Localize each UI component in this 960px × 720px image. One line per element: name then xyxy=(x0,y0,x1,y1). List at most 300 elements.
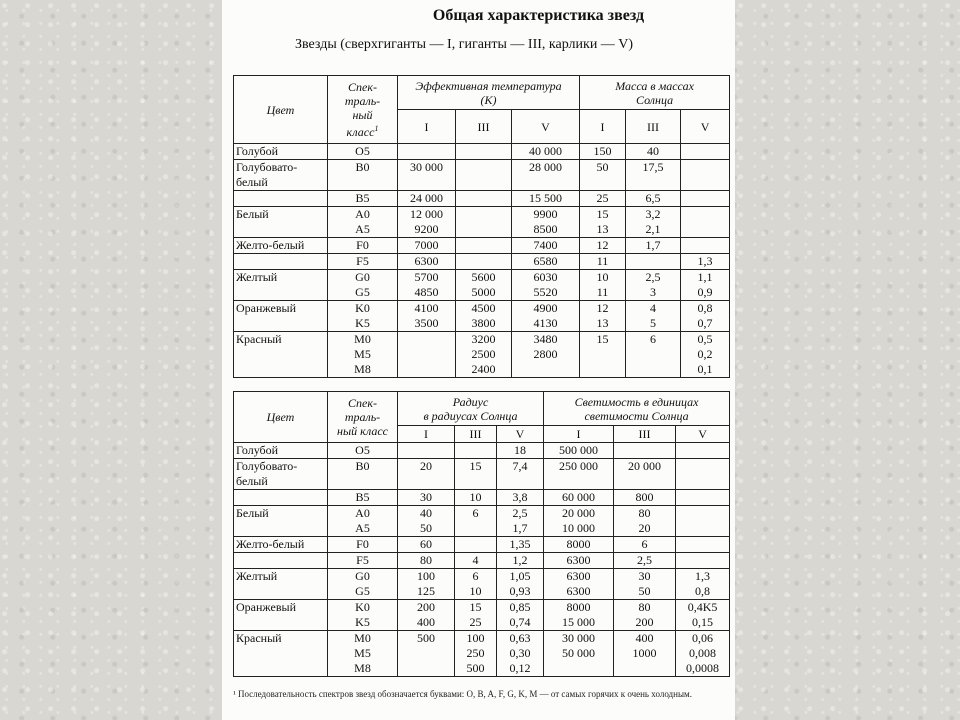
value: 4500 xyxy=(471,301,496,315)
value xyxy=(683,222,727,237)
value xyxy=(457,521,494,536)
value-cell-mIII xyxy=(626,207,681,238)
subheader-radius-v: V xyxy=(497,426,544,443)
value-cell-rI xyxy=(398,459,455,490)
value: 11 xyxy=(596,285,609,299)
color-cell: Голубовато-белый xyxy=(234,459,328,490)
value xyxy=(514,362,577,377)
value-cell-mI xyxy=(580,270,626,301)
value-cell-mV xyxy=(681,332,730,378)
value: 5 xyxy=(650,316,657,330)
value-cell-lIII xyxy=(614,490,676,506)
value: 40 xyxy=(647,144,660,158)
value-cell-tV xyxy=(512,254,580,270)
value-cell-lI xyxy=(544,537,614,553)
value-cell-mIII xyxy=(626,332,681,378)
value: 15 xyxy=(596,207,609,221)
subheader-lum-iii: III xyxy=(614,426,676,443)
temperature-mass-row xyxy=(234,191,730,207)
value-cell-lV xyxy=(676,537,730,553)
value-cell-mI xyxy=(580,207,626,238)
spectral-class: A0 xyxy=(355,207,370,221)
value-cell-tIII xyxy=(456,270,512,301)
value: 50 xyxy=(420,521,432,535)
spectral-class: O5 xyxy=(355,443,370,457)
temperature-mass-row xyxy=(234,238,730,254)
value: 5700 xyxy=(414,270,439,284)
value-cell-rIII xyxy=(455,506,497,537)
value: 6580 xyxy=(533,254,558,268)
value: 50 xyxy=(596,160,609,174)
subheader-radius-iii: III xyxy=(455,426,497,443)
value-cell-lV xyxy=(676,600,730,631)
value-cell-rI xyxy=(398,631,455,677)
spectral-class: F5 xyxy=(356,553,369,567)
value: 250 xyxy=(466,646,485,660)
value: 2500 xyxy=(471,347,496,361)
value: 1,7 xyxy=(645,238,661,252)
value: 400 xyxy=(635,631,654,645)
value-cell-tIII xyxy=(456,238,512,254)
value: 7400 xyxy=(533,238,558,252)
value: 4 xyxy=(472,553,479,567)
value: 20 xyxy=(420,459,432,473)
value: 3500 xyxy=(414,316,439,330)
radius-luminosity-row xyxy=(234,553,730,569)
subheader-mass-iii: III xyxy=(626,110,681,144)
spectral-class: O5 xyxy=(355,144,370,158)
value: 1,05 xyxy=(509,569,531,583)
value-cell-rI xyxy=(398,490,455,506)
value-cell-lI xyxy=(544,569,614,600)
value-cell-tIII xyxy=(456,144,512,160)
value xyxy=(678,443,727,458)
value-cell-rV xyxy=(497,553,544,569)
value: 500 000 xyxy=(559,443,599,457)
spectral-class: G5 xyxy=(355,584,370,598)
value: 200 xyxy=(417,600,435,614)
value: 0,15 xyxy=(692,615,714,629)
value: 15 xyxy=(469,600,482,614)
radius-luminosity-row xyxy=(234,506,730,537)
subheader-temp-iii: III xyxy=(456,110,512,144)
value: 0,74 xyxy=(509,615,531,629)
page-title: Общая характеристика звезд xyxy=(432,7,645,24)
value: 6300 xyxy=(566,569,591,583)
subheader-lum-i: I xyxy=(544,426,614,443)
value-cell-tIII xyxy=(456,301,512,332)
value-cell-rIII xyxy=(455,600,497,631)
value-cell-mI xyxy=(580,238,626,254)
radius-luminosity-row xyxy=(234,490,730,506)
color-cell: Белый xyxy=(234,207,328,238)
value-cell-rV xyxy=(497,631,544,677)
spectral-class: M5 xyxy=(354,347,371,361)
value: 0,008 xyxy=(689,646,717,660)
value xyxy=(582,347,623,362)
value xyxy=(628,254,678,269)
value xyxy=(457,537,494,552)
spectral-class: M8 xyxy=(354,362,371,376)
value: 20 000 xyxy=(628,459,662,473)
value-cell-mV xyxy=(681,301,730,332)
value-cell-lV xyxy=(676,506,730,537)
value: 25 xyxy=(469,615,482,629)
header-mass: Масса в массах Солнца xyxy=(580,76,730,110)
subheader-mass-v: V xyxy=(681,110,730,144)
value: 5520 xyxy=(533,285,558,299)
header-effective-temperature: Эффективная температура (K) xyxy=(398,76,580,110)
temperature-mass-table-body xyxy=(234,144,730,378)
value-cell-lV xyxy=(676,553,730,569)
value: 7000 xyxy=(414,238,439,252)
value: 3,8 xyxy=(512,490,528,504)
value: 4100 xyxy=(414,301,439,315)
value: 12 xyxy=(596,238,609,252)
value-cell-lIII xyxy=(614,443,676,459)
subheader-radius-i: I xyxy=(398,426,455,443)
value-cell-rV xyxy=(497,490,544,506)
value-cell-lIII xyxy=(614,553,676,569)
value: 0,9 xyxy=(697,285,713,299)
value: 1000 xyxy=(632,646,657,660)
value: 0,30 xyxy=(509,646,531,660)
value: 9900 xyxy=(533,207,558,221)
value: 0,0008 xyxy=(686,661,720,675)
spectral-class: K0 xyxy=(355,301,370,315)
spectral-class-cell xyxy=(328,490,398,506)
value-cell-tI xyxy=(398,238,456,254)
spectral-class-cell xyxy=(328,459,398,490)
radius-luminosity-row xyxy=(234,569,730,600)
value: 2,5 xyxy=(512,506,528,520)
value: 2800 xyxy=(533,347,558,361)
value: 1,7 xyxy=(512,521,528,535)
header-color: Цвет xyxy=(234,76,328,144)
value-cell-lV xyxy=(676,459,730,490)
spectral-class-cell xyxy=(328,332,398,378)
value-cell-rI xyxy=(398,537,455,553)
color-cell: Голубой xyxy=(234,144,328,160)
value: 5600 xyxy=(471,270,496,284)
spectral-class: M8 xyxy=(354,661,371,675)
header-color: Цвет xyxy=(234,392,328,443)
value-cell-tI xyxy=(398,254,456,270)
spectral-class-cell xyxy=(328,569,398,600)
value: 150 xyxy=(593,144,612,158)
value xyxy=(683,144,727,159)
value: 20 xyxy=(638,521,651,535)
value xyxy=(400,332,453,347)
value-cell-mV xyxy=(681,238,730,254)
value-cell-tV xyxy=(512,270,580,301)
value: 4900 xyxy=(533,301,558,315)
value: 11 xyxy=(596,254,609,268)
value xyxy=(628,347,678,362)
value: 1,2 xyxy=(512,553,528,567)
spectral-class-cell xyxy=(328,270,398,301)
value-cell-tI xyxy=(398,160,456,191)
value: 40 xyxy=(420,506,432,520)
value-cell-mIII xyxy=(626,238,681,254)
value-cell-rV xyxy=(497,443,544,459)
value-cell-lV xyxy=(676,569,730,600)
value: 0,2 xyxy=(697,347,713,361)
value: 40 000 xyxy=(529,144,563,158)
spectral-class-cell xyxy=(328,553,398,569)
spectral-class: G0 xyxy=(355,270,370,284)
spectral-class-cell xyxy=(328,160,398,191)
value xyxy=(628,362,678,377)
value-cell-rV xyxy=(497,506,544,537)
color-cell: Желто-белый xyxy=(234,537,328,553)
value xyxy=(683,191,727,206)
value-cell-tV xyxy=(512,144,580,160)
spectral-class-cell xyxy=(328,443,398,459)
spectral-class-cell xyxy=(328,191,398,207)
value xyxy=(458,222,509,237)
value: 6 xyxy=(472,506,479,520)
value-cell-mV xyxy=(681,207,730,238)
value-cell-mI xyxy=(580,332,626,378)
value xyxy=(582,362,623,377)
value xyxy=(400,661,452,676)
radius-luminosity-table xyxy=(233,391,730,677)
value: 7,4 xyxy=(512,459,528,473)
value-cell-mI xyxy=(580,160,626,191)
color-cell: Оранжевый xyxy=(234,301,328,332)
value xyxy=(683,238,727,253)
value-cell-lV xyxy=(676,631,730,677)
spectral-class: A5 xyxy=(355,222,370,236)
value-cell-lIII xyxy=(614,600,676,631)
color-cell: Желтый xyxy=(234,569,328,600)
value xyxy=(400,144,453,159)
value: 10 000 xyxy=(562,521,596,535)
value: 4 xyxy=(650,301,657,315)
value: 0,06 xyxy=(692,631,714,645)
value-cell-lI xyxy=(544,553,614,569)
value: 30 xyxy=(420,490,432,504)
spectral-class: F0 xyxy=(356,238,369,252)
value: 500 xyxy=(417,631,435,645)
spectral-class-cell xyxy=(328,207,398,238)
value xyxy=(678,490,727,505)
temperature-mass-row xyxy=(234,254,730,270)
document-page xyxy=(222,0,735,720)
value-cell-tV xyxy=(512,238,580,254)
value: 1,35 xyxy=(509,537,531,551)
value: 60 xyxy=(420,537,432,551)
value: 0,1 xyxy=(697,362,713,376)
value-cell-mV xyxy=(681,254,730,270)
value: 20 000 xyxy=(562,506,596,520)
value: 6300 xyxy=(566,553,591,567)
value: 2,5 xyxy=(637,553,653,567)
value-cell-tV xyxy=(512,332,580,378)
temperature-mass-row xyxy=(234,270,730,301)
value-cell-tIII xyxy=(456,254,512,270)
value: 80 xyxy=(638,506,651,520)
value: 800 xyxy=(635,490,654,504)
color-cell: Оранжевый xyxy=(234,600,328,631)
value-cell-rIII xyxy=(455,537,497,553)
color-cell: Голубовато-белый xyxy=(234,160,328,191)
value: 3800 xyxy=(471,316,496,330)
value: 25 xyxy=(596,191,609,205)
value-cell-rV xyxy=(497,537,544,553)
value xyxy=(678,459,727,474)
value: 15 500 xyxy=(529,191,563,205)
value-cell-lI xyxy=(544,443,614,459)
spectral-class: F0 xyxy=(356,537,369,551)
temperature-mass-row xyxy=(234,301,730,332)
spectral-class: A5 xyxy=(355,521,370,535)
subheader-temp-i: I xyxy=(398,110,456,144)
value-cell-mV xyxy=(681,160,730,191)
spectral-class: G5 xyxy=(355,285,370,299)
value xyxy=(678,506,727,521)
value-cell-mIII xyxy=(626,144,681,160)
color-cell: Желто-белый xyxy=(234,238,328,254)
radius-luminosity-table-body xyxy=(234,443,730,677)
value-cell-lV xyxy=(676,490,730,506)
value: 0,93 xyxy=(509,584,531,598)
value xyxy=(678,553,727,568)
radius-luminosity-row xyxy=(234,443,730,459)
spectral-class: K5 xyxy=(355,615,370,629)
value-cell-mV xyxy=(681,270,730,301)
value-cell-rIII xyxy=(455,631,497,677)
spectral-class: M0 xyxy=(354,631,371,645)
value: 6300 xyxy=(566,584,591,598)
spectral-class-cell xyxy=(328,254,398,270)
value-cell-lI xyxy=(544,490,614,506)
value: 100 xyxy=(466,631,485,645)
value-cell-tIII xyxy=(456,207,512,238)
color-cell xyxy=(234,490,328,506)
value-cell-rI xyxy=(398,443,455,459)
value xyxy=(678,521,727,536)
value: 6300 xyxy=(414,254,439,268)
value-cell-tV xyxy=(512,207,580,238)
value: 18 xyxy=(514,443,527,457)
value: 50 000 xyxy=(562,646,596,660)
value-cell-tI xyxy=(398,301,456,332)
value: 2,1 xyxy=(645,222,661,236)
value: 8000 xyxy=(566,537,591,551)
value-cell-tI xyxy=(398,144,456,160)
value xyxy=(683,160,727,175)
value-cell-mIII xyxy=(626,191,681,207)
footnote: ¹ Последовательность спектров звезд обозначается буквами: O, B, A, F, G, K, M — от самых горячих к очень холодным. xyxy=(233,689,692,699)
value-cell-mV xyxy=(681,191,730,207)
value-cell-lV xyxy=(676,443,730,459)
value: 30 xyxy=(638,569,651,583)
color-cell: Красный xyxy=(234,332,328,378)
radius-luminosity-row xyxy=(234,537,730,553)
value-cell-rIII xyxy=(455,443,497,459)
value: 6 xyxy=(641,537,648,551)
color-cell: Желтый xyxy=(234,270,328,301)
value: 0,8 xyxy=(695,584,711,598)
value xyxy=(457,443,494,458)
value: 28 000 xyxy=(529,160,563,174)
value xyxy=(546,661,611,676)
value: 500 xyxy=(466,661,485,675)
value: 12 000 xyxy=(410,207,443,221)
value-cell-rIII xyxy=(455,459,497,490)
header-spectral-class: Спек- траль- ный класс xyxy=(328,392,398,443)
value-cell-lIII xyxy=(614,537,676,553)
value: 12 xyxy=(596,301,609,315)
value-cell-mI xyxy=(580,254,626,270)
spectral-class-cell xyxy=(328,506,398,537)
value: 6,5 xyxy=(645,191,661,205)
temperature-mass-row xyxy=(234,144,730,160)
value xyxy=(683,207,727,222)
value: 2,5 xyxy=(645,270,661,284)
value: 0,5 xyxy=(697,332,713,346)
temperature-mass-row xyxy=(234,207,730,238)
value: 250 000 xyxy=(559,459,599,473)
value xyxy=(616,443,673,458)
value: 30 000 xyxy=(562,631,596,645)
value: 13 xyxy=(596,222,609,236)
value-cell-lI xyxy=(544,506,614,537)
header-radius: Радиус в радиусах Солнца xyxy=(398,392,544,426)
value: 15 xyxy=(596,332,609,346)
value: 30 000 xyxy=(410,160,443,174)
value: 8000 xyxy=(566,600,591,614)
value xyxy=(458,144,509,159)
color-cell xyxy=(234,191,328,207)
value-cell-tI xyxy=(398,191,456,207)
value-cell-rIII xyxy=(455,569,497,600)
value-cell-rI xyxy=(398,506,455,537)
subheader-lum-v: V xyxy=(676,426,730,443)
temperature-mass-table xyxy=(233,75,730,378)
value-cell-tV xyxy=(512,160,580,191)
value: 6 xyxy=(650,332,657,346)
value xyxy=(458,191,509,206)
value: 9200 xyxy=(414,222,439,236)
value-cell-tIII xyxy=(456,191,512,207)
value-cell-tV xyxy=(512,301,580,332)
value: 10 xyxy=(596,270,609,284)
value-cell-mV xyxy=(681,144,730,160)
spectral-class-cell xyxy=(328,631,398,677)
radius-luminosity-row xyxy=(234,631,730,677)
value: 400 xyxy=(417,615,435,629)
value: 50 xyxy=(638,584,651,598)
spectral-class-cell xyxy=(328,600,398,631)
value: 10 xyxy=(469,490,482,504)
spectral-class: K5 xyxy=(355,316,370,330)
spectral-class-cell xyxy=(328,144,398,160)
value: 3,2 xyxy=(645,207,661,221)
value: 2400 xyxy=(471,362,496,376)
value-cell-mIII xyxy=(626,160,681,191)
value: 3 xyxy=(650,285,657,299)
page-subtitle: Звезды (сверхгиганты — I, гиганты — III, карлики — V) xyxy=(295,37,634,52)
value-cell-tIII xyxy=(456,160,512,191)
value xyxy=(458,207,509,222)
spectral-class: B0 xyxy=(355,459,370,473)
spectral-class: K0 xyxy=(355,600,370,614)
value-cell-tI xyxy=(398,270,456,301)
value: 0,85 xyxy=(509,600,531,614)
